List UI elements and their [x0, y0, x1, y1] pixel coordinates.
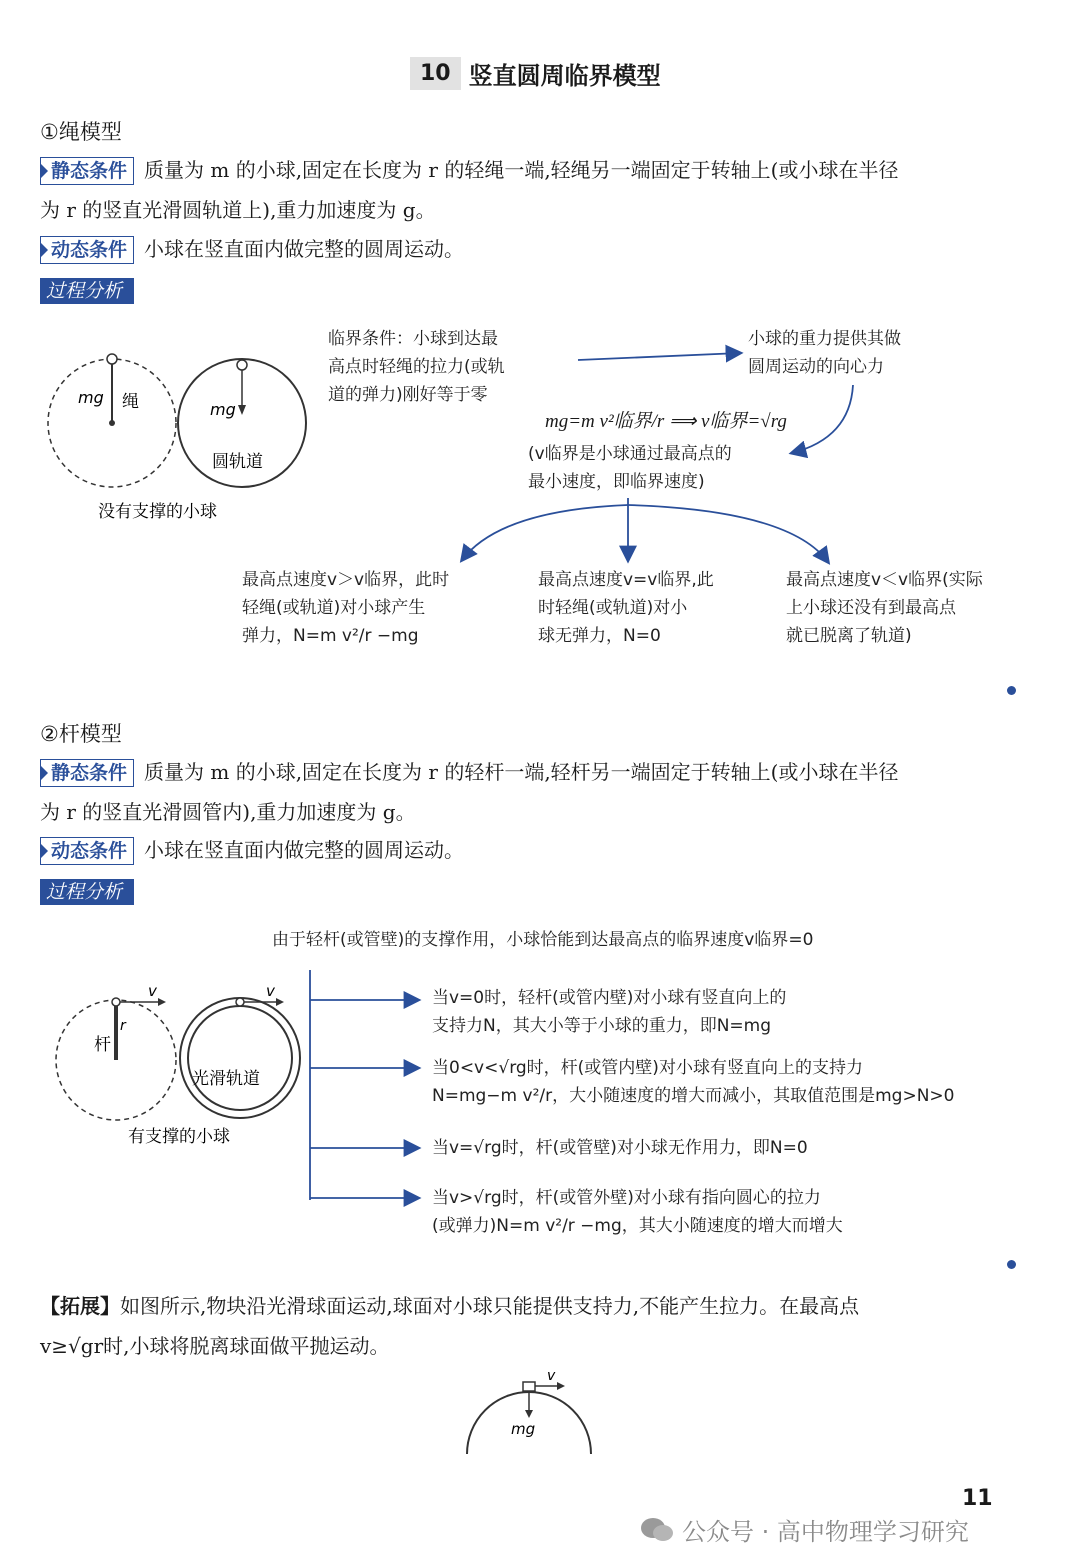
watermark: [640, 1512, 969, 1547]
rod-dynamic-tag: 动态条件: [40, 837, 134, 865]
title-text: 竖直圆周临界模型: [468, 61, 661, 90]
case-c-line-3: 就已脱离了轨道): [786, 626, 912, 646]
rod-v-label: v: [148, 982, 157, 1000]
rod-label: 杆: [94, 1035, 111, 1055]
rod-heading: ②杆模型: [40, 722, 122, 746]
wechat-icon: [640, 1516, 674, 1544]
rope-dynamic-paragraph: [40, 229, 1040, 269]
pipe-ball: [236, 998, 244, 1006]
rod-static-text: 质量为 m 的小球,固定在长度为 r 的轻杆一端,轻杆另一端固定于转轴上(或小球在半径: [144, 760, 899, 784]
page-title: [410, 52, 661, 94]
rod-ball: [112, 998, 120, 1006]
rod-intro: 由于轻杆(或管壁)的支撑作用，小球恰能到达最高点的临界速度v临界=0: [272, 930, 814, 950]
critical-line-2: 高点时轻绳的拉力(或轨: [328, 357, 505, 377]
ext-v-label: v: [547, 1368, 556, 1384]
case-a-line-2: 轻绳(或轨道)对小球产生: [242, 598, 426, 618]
pipe-v-label: v: [266, 982, 275, 1000]
note-line-2: 最小速度，即临界速度): [528, 472, 705, 492]
track-label: 圆轨道: [212, 452, 263, 472]
rope-case-slower: [786, 566, 1046, 650]
rope-label: 绳: [122, 392, 139, 412]
rod-case-fast: [432, 1184, 843, 1240]
rod-r-label: r: [120, 1018, 126, 1034]
section-end-dot-2: [1007, 1260, 1016, 1269]
page-number: 11: [962, 1486, 993, 1511]
extension-text: 如图所示,物块沿光滑球面运动,球面对小球只能提供支持力,不能产生拉力。在最高点: [120, 1294, 860, 1318]
case-a-line-1: 最高点速度v＞v临界，此时: [242, 570, 450, 590]
rod-bracket-arrows: [300, 960, 440, 1220]
rope-heading: ①绳模型: [40, 120, 122, 144]
ext-mg-label: mg: [511, 1420, 536, 1438]
rod-case-critical: [432, 1134, 808, 1162]
rod-case2-line-2: N=mg−m v²/r，大小随速度的增大而减小，其取值范围是mg>N>0: [432, 1086, 955, 1106]
critical-line-3: 道的弹力)刚好等于零: [328, 385, 488, 405]
rod-caption: 有支撑的小球: [128, 1127, 230, 1147]
extension-label: 【拓展】: [40, 1294, 120, 1318]
rod-case2-line-1: 当0<v<√rg时，杆(或管内壁)对小球有竖直向上的支持力: [432, 1058, 863, 1078]
rope-mg-label: mg: [78, 388, 104, 407]
rope-static-text-2: 为 r 的竖直光滑圆轨道上),重力加速度为 g。: [40, 198, 436, 222]
rope-dynamic-text: 小球在竖直面内做完整的圆周运动。: [144, 237, 465, 261]
rod-case4-line-2: (或弹力)N=m v²/r −mg，其大小随速度的增大而增大: [432, 1216, 843, 1236]
rope-process-tag: 过程分析: [40, 278, 134, 304]
rod-case1-line-1: 当v=0时，轻杆(或管内壁)对小球有竖直向上的: [432, 988, 787, 1008]
rod-case3-line-1: 当v=√rg时，杆(或管壁)对小球无作用力，即N=0: [432, 1138, 808, 1158]
rope-case-faster: [242, 566, 512, 650]
case-c-line-1: 最高点速度v＜v临界(实际: [786, 570, 983, 590]
extension-text-2: v≥√gr时,小球将脱离球面做平抛运动。: [40, 1334, 390, 1358]
rope-critical-formula: mg=m v²临界/r ⟹ v临界=√rg: [545, 411, 787, 432]
rod-static-text-2: 为 r 的竖直光滑圆管内),重力加速度为 g。: [40, 800, 416, 824]
rod-dynamic-text: 小球在竖直面内做完整的圆周运动。: [144, 838, 465, 862]
pipe-inner: [188, 1006, 292, 1110]
gravity-line-2: 圆周运动的向心力: [748, 357, 884, 377]
rod-case4-line-1: 当v>√rg时，杆(或管外壁)对小球有指向圆心的拉力: [432, 1188, 821, 1208]
rod-static-tag: 静态条件: [40, 759, 134, 787]
rod-case-slow: [432, 1054, 954, 1110]
rod-process-tag: 过程分析: [40, 879, 134, 905]
gravity-line-1: 小球的重力提供其做: [748, 329, 901, 349]
critical-line-1: 临界条件：小球到达最: [328, 329, 498, 349]
rope-caption: 没有支撑的小球: [98, 502, 217, 522]
rope-critical-note: [528, 440, 732, 496]
rope-case-equal: [538, 566, 758, 650]
rod-static-paragraph: [40, 752, 1040, 832]
title-number: 10: [410, 57, 461, 90]
pipe-outer: [180, 998, 300, 1118]
pipe-label: 光滑轨道: [192, 1069, 260, 1089]
rope-static-text: 质量为 m 的小球,固定在长度为 r 的轻绳一端,轻绳另一端固定于转轴上(或小球在半径: [144, 158, 899, 182]
track-mg-label: mg: [210, 400, 236, 419]
watermark-text: 公众号 · 高中物理学习研究: [682, 1518, 969, 1546]
rope-gravity-note: [748, 325, 901, 381]
rod-case1-line-2: 支持力N，其大小等于小球的重力，即N=mg: [432, 1016, 772, 1036]
extension-figure: [455, 1368, 605, 1458]
block: [523, 1382, 535, 1391]
rod-figures: [40, 980, 320, 1160]
rope-critical-condition: [328, 325, 505, 409]
rope-static-paragraph: [40, 150, 1040, 230]
rope-dynamic-tag: 动态条件: [40, 236, 134, 264]
rod-dynamic-paragraph: [40, 830, 1040, 870]
case-b-line-3: 球无弹力，N=0: [538, 626, 661, 646]
section-end-dot: [1007, 686, 1016, 695]
rope-static-tag: 静态条件: [40, 157, 134, 185]
note-line-1: (v临界是小球通过最高点的: [528, 444, 732, 464]
case-b-line-1: 最高点速度v=v临界,此: [538, 570, 714, 590]
case-b-line-2: 时轻绳(或轨道)对小: [538, 598, 688, 618]
rod-case-zero: [432, 984, 786, 1040]
extension-paragraph: [40, 1286, 1040, 1366]
case-a-line-3: 弹力，N=m v²/r −mg: [242, 626, 419, 646]
case-c-line-2: 上小球还没有到最高点: [786, 598, 956, 618]
